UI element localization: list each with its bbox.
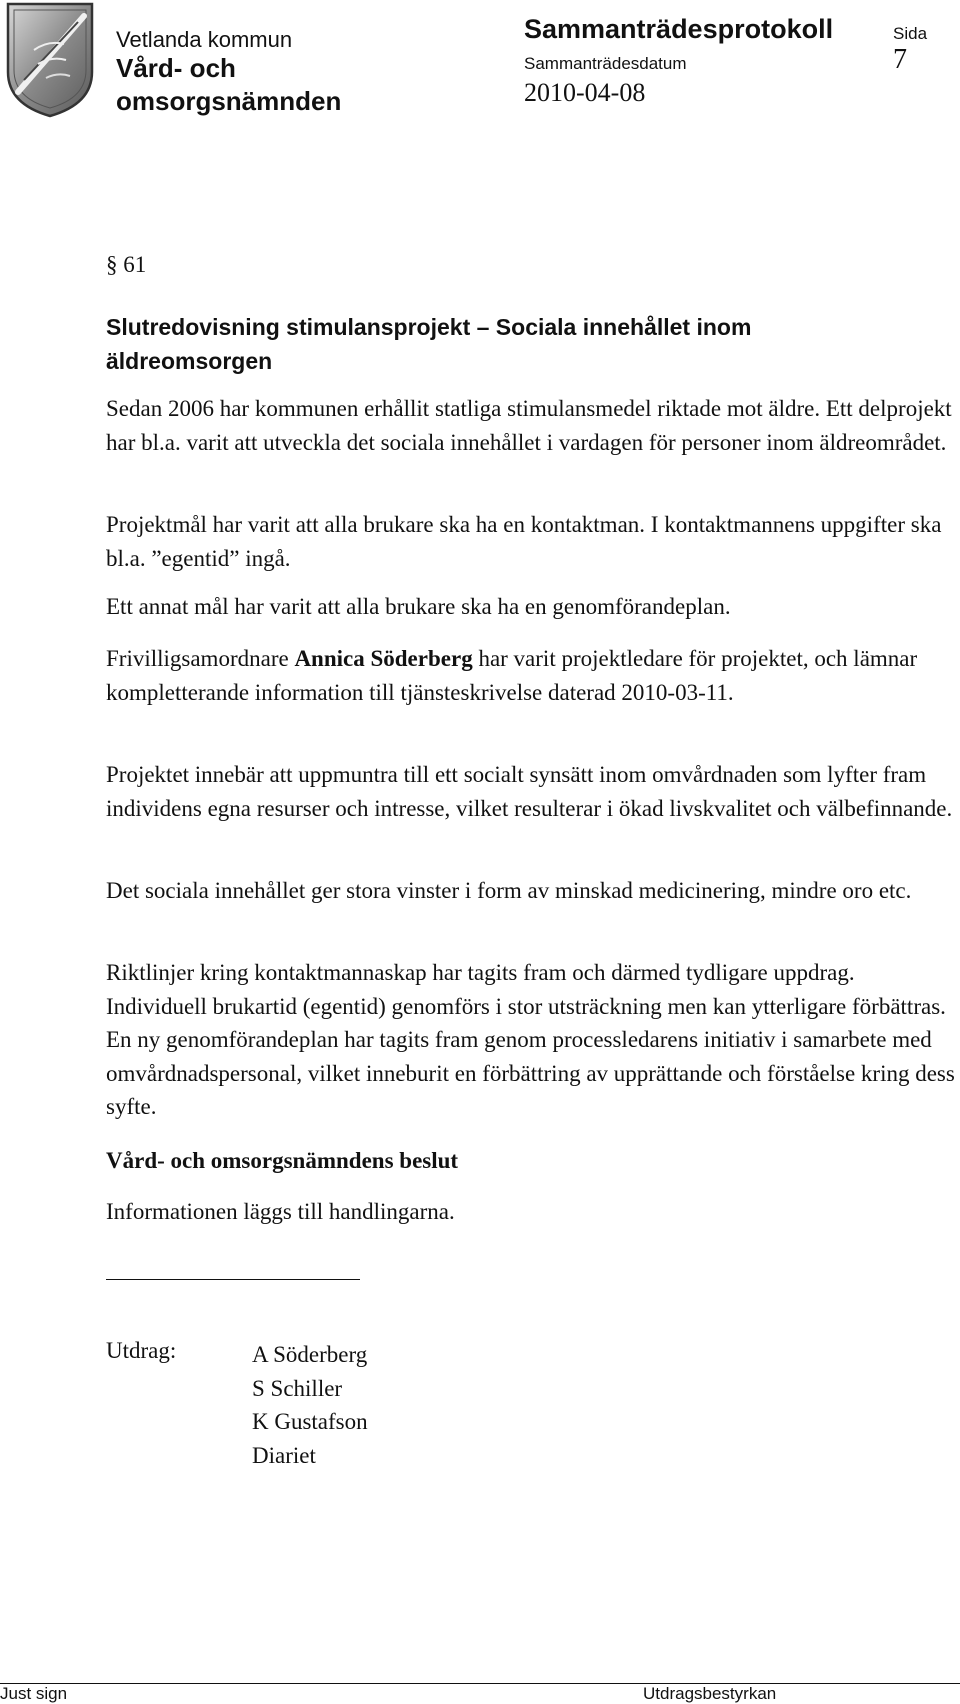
section-number: § 61 xyxy=(106,252,147,277)
coat-of-arms-graphic xyxy=(4,0,96,120)
page-label: Sida xyxy=(893,24,928,43)
list-item: K Gustafson xyxy=(252,1409,368,1434)
list-item: S Schiller xyxy=(252,1375,343,1401)
list-item: A Söderberg xyxy=(252,1342,368,1367)
paragraph-background: Sedan 2006 har kommunen erhållit statliga stimulansmedel riktade mot äldre. Ett delprojekt har bl.a. varit att utveckla det sociala innehållet i vardagen för personer inom äldreområdet. xyxy=(106,396,952,455)
organization-name: Vetlanda kommun xyxy=(116,27,293,52)
meeting-date-label: Sammanträdesdatum xyxy=(524,54,687,73)
decision-heading: Vård- och omsorgsnämndens beslut xyxy=(106,1148,459,1173)
footer-divider xyxy=(0,1683,960,1684)
meeting-date: 2010-04-08 xyxy=(524,78,646,107)
municipal-coat-of-arms-icon xyxy=(4,0,96,120)
section-title: Slutredovisning stimulansprojekt – Sociala innehållet inom äldreomsorgen xyxy=(106,314,752,374)
footer-initials-label: Just sign xyxy=(0,1684,68,1703)
document-type: Sammanträdesprotokoll xyxy=(524,14,834,44)
p4-text-before: Frivilligsamordnare xyxy=(106,646,295,671)
divider xyxy=(106,1279,360,1280)
paragraph-second-goal: Ett annat mål har varit att alla brukare ska ha en genomförandeplan. xyxy=(106,594,731,619)
page-number: 7 xyxy=(893,44,907,75)
footer-certification-label: Utdragsbestyrkan xyxy=(643,1684,777,1703)
paragraph-project-description: Projektet innebär att uppmuntra till ett socialt synsätt inom omvårdnaden som lyfter fram individens egna resurser och intresse, vilket resulterar i ökad livskvalitet och välbefinnande. xyxy=(106,762,953,821)
decision-text: Informationen läggs till handlingarna. xyxy=(106,1199,455,1224)
department-name xyxy=(116,52,341,118)
department-name-line2: omsorgsnämnden xyxy=(116,86,342,116)
paragraph-project-leader xyxy=(106,642,956,709)
paragraph-project-goal: Projektmål har varit att alla brukare ska ha en kontaktman. I kontaktmannens uppgifter ska bl.a. ”egentid” ingå. xyxy=(106,512,942,571)
p4-text-after: har varit projektledare för projektet, och lämnar kompletterande information till tjänsteskrivelse daterad 2010-03-11. xyxy=(106,646,918,705)
department-name-line1: Vård- och xyxy=(116,53,236,83)
paragraph-guidelines: Riktlinjer kring kontaktmannaskap har tagits fram och därmed tydligare uppdrag. Individuell brukartid (egentid) genomförs i stor utsträckning men kan ytterligare förbättras. En ny genomförandeplan har tagits fram genom processledarens initiativ i samarbete med omvårdnadspersonal, vilket inneburit en förbättring av upprättande och förståelse kring dess syfte. xyxy=(106,960,955,1119)
excerpt-recipients xyxy=(252,1338,368,1472)
project-leader-name: Annica Söderberg xyxy=(294,646,473,671)
excerpt-label: Utdrag: xyxy=(106,1338,177,1363)
paragraph-benefits: Det sociala innehållet ger stora vinster i form av minskad medicinering, mindre oro etc. xyxy=(106,878,912,903)
list-item: Diariet xyxy=(252,1442,316,1468)
